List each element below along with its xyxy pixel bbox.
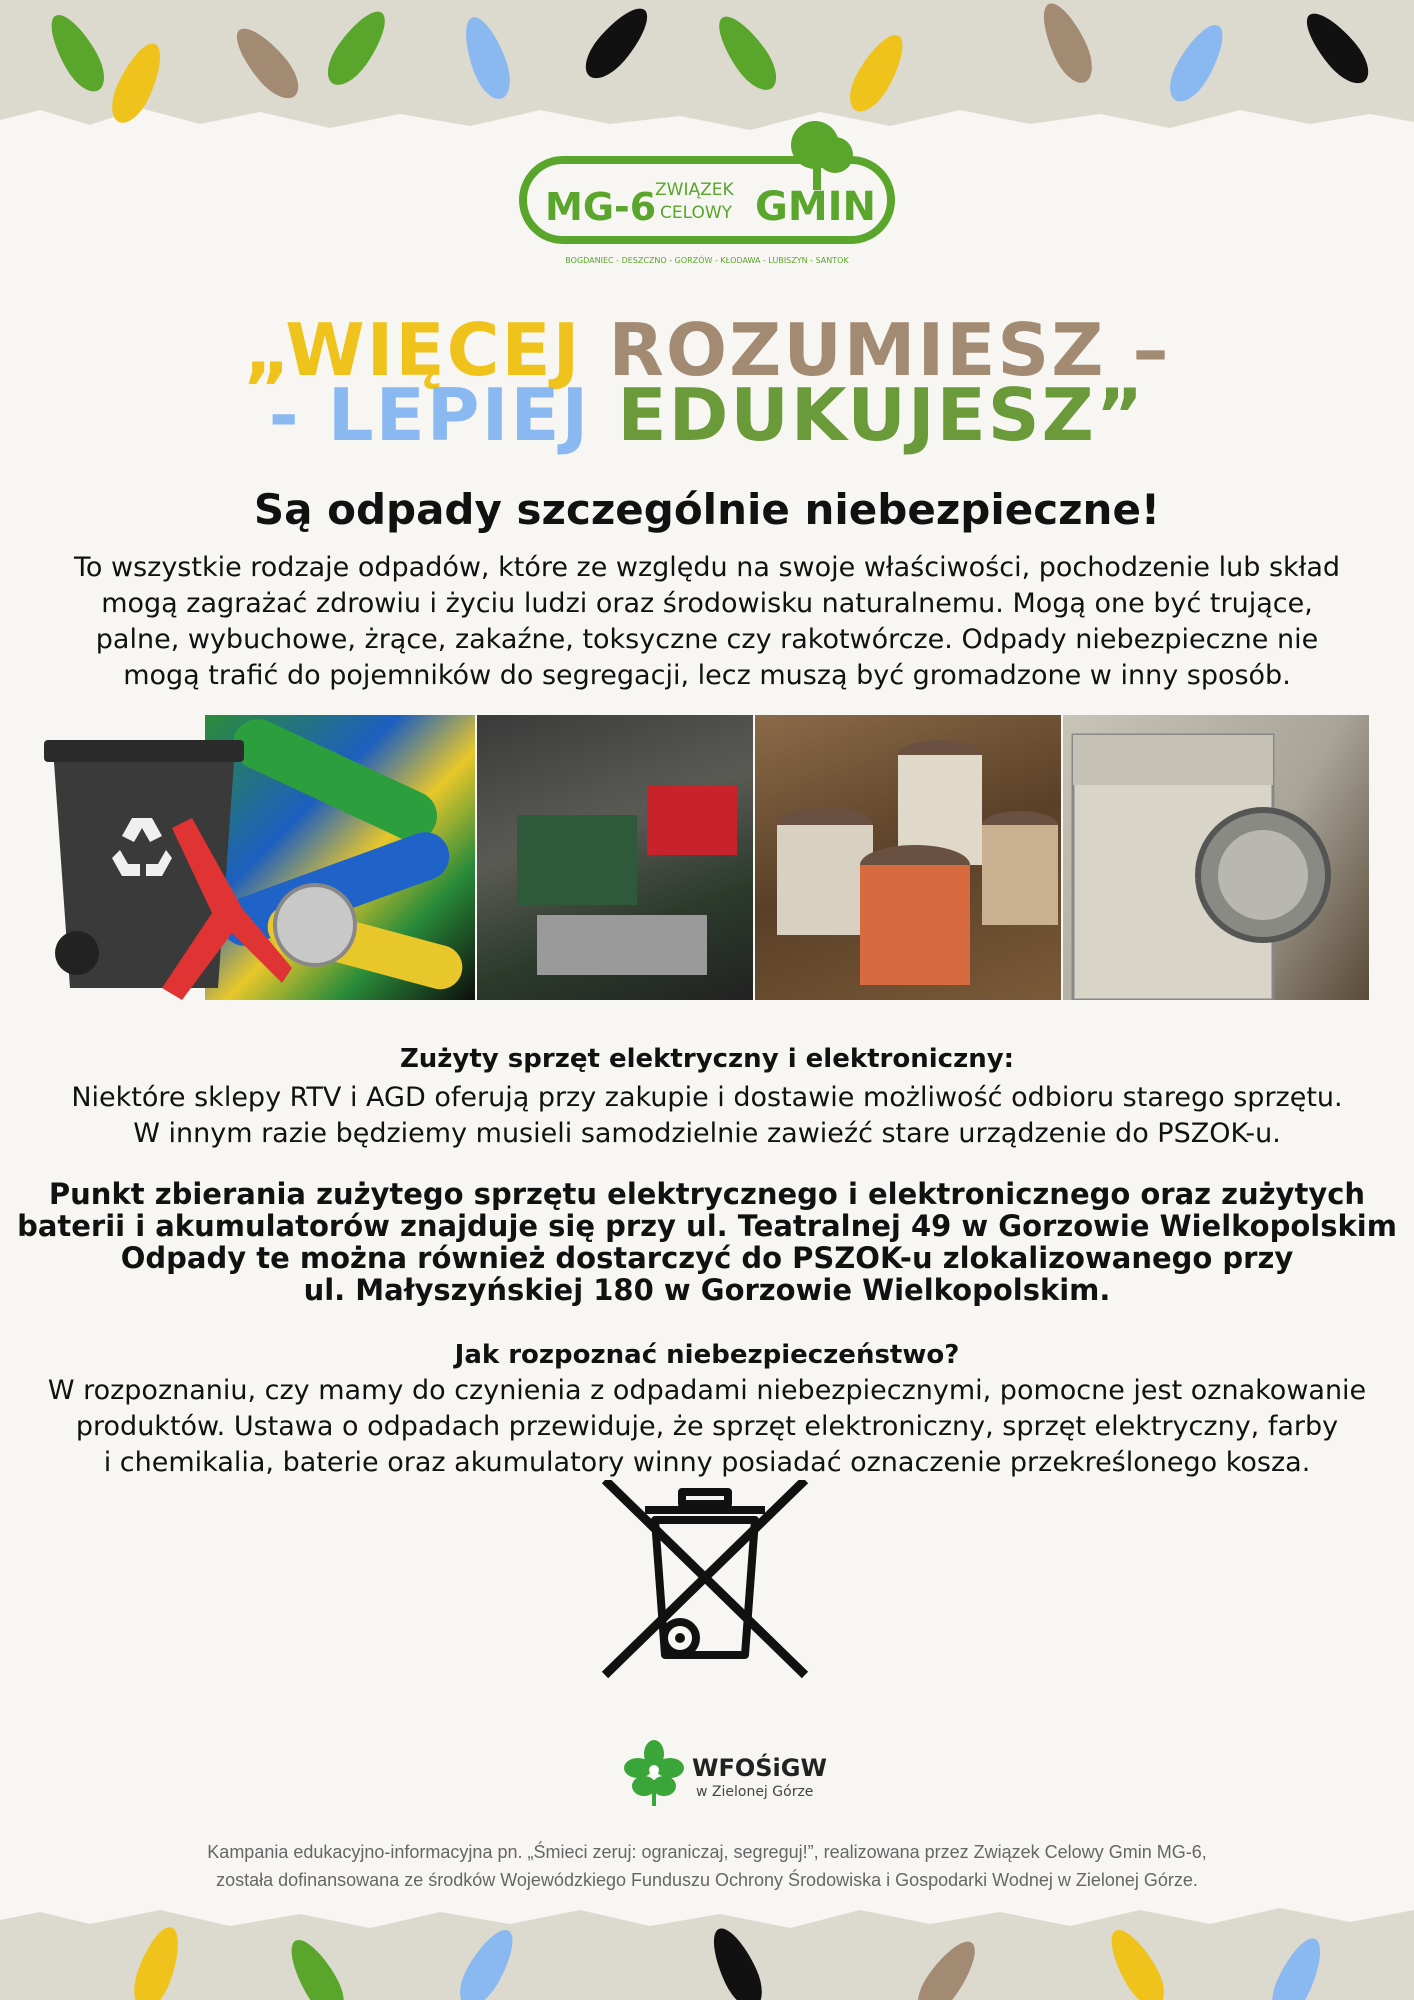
svg-text:GMIN: GMIN [755,184,876,230]
footer-note [0,1838,1414,1894]
text-line: i chemikalia, baterie oraz akumulatory winny posiadać oznaczenie przekreślonego kosza. [103,1447,1311,1478]
svg-text:WFOŚiGW: WFOŚiGW [692,1754,827,1782]
svg-text:w Zielonej Górze: w Zielonej Górze [696,1784,814,1800]
crossed-out-wheelie-bin-icon [600,1480,810,1680]
text-line: palne, wybuchowe, żrące, zakaźne, toksyczne czy rakotwórcze. Odpady niebezpieczne nie [95,624,1319,655]
washing-machine-photo [1063,715,1369,1000]
text-line: To wszystkie rodzaje odpadów, które ze względu na swoje właściwości, pochodzenie lub skład [73,552,1341,583]
intro-title: Są odpady szczególnie niebezpieczne! [253,485,1161,534]
headline-word: - LEPIEJ [268,373,591,457]
text-line: została dofinansowana ze środków Wojewódzkiego Funduszu Ochrony Środowiska i Gospodarki Wodnej w Zielonej Górze. [216,1870,1198,1890]
crossed-recycling-bin-icon [42,738,312,1006]
text-line: Niektóre sklepy RTV i AGD oferują przy zakupie i dostawie możliwość odbioru starego sprzętu. [71,1082,1343,1113]
svg-text:BOGDANIEC - DESZCZNO - GORZÓW: BOGDANIEC - DESZCZNO - GORZÓW - KŁODAWA - LUBISZYN - SANTOK [565,256,849,265]
svg-text:ZWIĄZEK: ZWIĄZEK [655,180,734,200]
text-line: produktów. Ustawa o odpadach przewiduje, że sprzęt elektroniczny, sprzęt elektryczny, farby [75,1411,1339,1442]
svg-text:CELOWY: CELOWY [660,203,733,223]
text-line: ul. Małyszyńskiej 180 w Gorzowie Wielkopolskim. [303,1273,1111,1307]
text-line: Punkt zbierania zużytego sprzętu elektrycznego i elektronicznego oraz zużytych [48,1177,1366,1211]
electronic-scrap-photo [477,715,753,1000]
headline-word: ROZUMIESZ – [608,308,1171,392]
paint-cans-photo [755,715,1061,1000]
danger-title: Jak rozpoznać niebezpieczeństwo? [454,1340,960,1370]
wfosigw-logo [620,1740,830,1810]
mg6-logo [515,120,900,270]
text-line: W innym razie będziemy musieli samodzielnie zawieźć stare urządzenie do PSZOK-u. [133,1118,1281,1149]
headline-word: „WIĘCEJ [243,308,582,392]
headline-line-2 [0,375,1414,455]
text-line: W rozpoznaniu, czy mamy do czynienia z odpadami niebezpiecznymi, pomocne jest oznakowanie [47,1375,1367,1406]
intro-paragraph [30,550,1384,694]
text-line: Kampania edukacyjno-informacyjna pn. „Śmieci zeruj: ograniczaj, segreguj!”, realizowana przez Związek Celowy Gmin MG-6, [207,1842,1207,1862]
text-line: baterii i akumulatorów znajduje się przy ul. Teatralnej 49 w Gorzowie Wielkopolskim [17,1209,1397,1243]
collection-point-block [0,1178,1414,1306]
text-line: Odpady te można również dostarczyć do PSZOK-u zlokalizowanego przy [120,1241,1294,1275]
text-line: mogą zagrażać zdrowiu i życiu ludzi oraz środowisku naturalnemu. Mogą one być trujące, [101,588,1313,619]
danger-paragraph [30,1373,1384,1481]
electronics-paragraph [30,1080,1384,1152]
svg-text:MG-6: MG-6 [545,185,657,229]
electronics-title: Zużyty sprzęt elektryczny i elektroniczny: [399,1044,1015,1074]
text-line: mogą trafić do pojemników do segregacji, lecz muszą być gromadzone w inny sposób. [123,660,1291,691]
headline-word: EDUKUJESZ” [617,373,1146,457]
